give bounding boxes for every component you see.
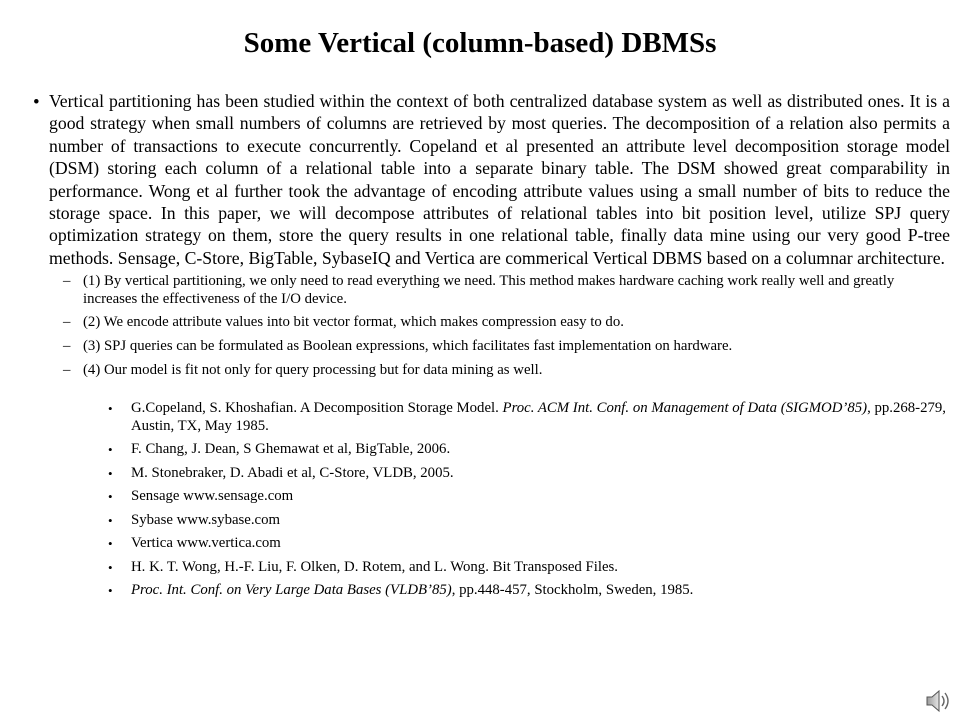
reference-text: H. K. T. Wong, H.-F. Liu, F. Olken, D. Rotem, and L. Wong. Bit Transposed Files. [131, 558, 618, 575]
reference-bullet: • [108, 401, 113, 417]
bullet-marker: • [33, 92, 40, 113]
speaker-icon-graphic [924, 688, 954, 714]
sub-point-text: (3) SPJ queries can be formulated as Boolean expressions, which facilitates fast implementation on hardware. [83, 338, 733, 355]
reference-text: Sensage www.sensage.com [131, 488, 294, 505]
reference-item [33, 441, 950, 459]
reference-item [33, 465, 950, 483]
reference-text: M. Stonebraker, D. Abadi et al, C-Store, VLDB, 2005. [131, 464, 454, 481]
sub-point [33, 273, 950, 308]
reference-bullet: • [108, 442, 113, 458]
reference-text: G.Copeland, S. Khoshafian. A Decomposition Storage Model. [131, 400, 503, 417]
reference-venue: Proc. Int. Conf. on Very Large Data Bases (VLDB’85) [131, 582, 452, 599]
sub-point-text: (1) By vertical partitioning, we only need to read everything we need. This method makes hardware caching work really well and greatly increases the effectiveness of the I/O device. [83, 273, 895, 307]
main-paragraph: Vertical partitioning has been studied within the context of both centralized database system as well as distributed ones. It is a good strategy when small numbers of columns are retrieved by most queries. The decomposition of a relation also permits a number of transactions to execute concurrently. Copeland et al presented an attribute level decomposition storage model (DSM) storing each column of a relational table into a separate binary table. The DSM showed great comparability in performance. Wong et al further took the advantage of encoding attribute values using a small number of bits to reduce the storage space. In this paper, we will decompose attributes of relational tables into bit position level, utilize SPJ query optimization strategy on them, store the query results in one relational table, finally data mine using our very good P-tree methods. Sensage, C-Store, BigTable, SybaseIQ and Vertica are commerical Vertical DBMS based on a columnar architecture. [49, 91, 950, 268]
reference-item [33, 582, 950, 600]
slide-title: Some Vertical (column-based) DBMSs [243, 27, 717, 59]
sub-point [33, 314, 950, 332]
reference-text: Vertica www.vertica.com [131, 535, 281, 552]
reference-text: F. Chang, J. Dean, S Ghemawat et al, BigTable, 2006. [131, 441, 451, 458]
reference-bullet: • [108, 512, 113, 528]
reference-item [33, 488, 950, 506]
reference-item [33, 535, 950, 553]
reference-details: , pp.268-279, Austin, TX, May 1985. [131, 400, 946, 434]
dash-marker: – [63, 314, 71, 331]
sub-point-text: (2) We encode attribute values into bit vector format, which makes compression easy to do. [83, 314, 624, 331]
reference-venue: Proc. ACM Int. Conf. on Management of Data (SIGMOD’85) [502, 400, 868, 417]
reference-bullet: • [108, 559, 113, 575]
reference-bullet: • [108, 536, 113, 552]
dash-marker: – [63, 338, 71, 355]
reference-text: Sybase www.sybase.com [131, 511, 281, 528]
reference-details: , pp.448-457, Stockholm, Sweden, 1985. [451, 582, 694, 599]
reference-bullet: • [108, 489, 113, 505]
reference-item [33, 400, 950, 435]
reference-item [33, 559, 950, 577]
reference-list [33, 400, 950, 600]
sub-point-text: (4) Our model is fit not only for query processing but for data mining as well. [83, 361, 543, 378]
dash-marker: – [63, 361, 71, 378]
speaker-icon[interactable] [924, 688, 954, 714]
sub-point-list [33, 273, 950, 379]
sub-point [33, 338, 950, 356]
sub-point [33, 362, 950, 380]
reference-item [33, 512, 950, 530]
main-bullet [33, 90, 950, 606]
reference-bullet: • [108, 583, 113, 599]
dash-marker: – [63, 273, 71, 290]
reference-bullet: • [108, 465, 113, 481]
